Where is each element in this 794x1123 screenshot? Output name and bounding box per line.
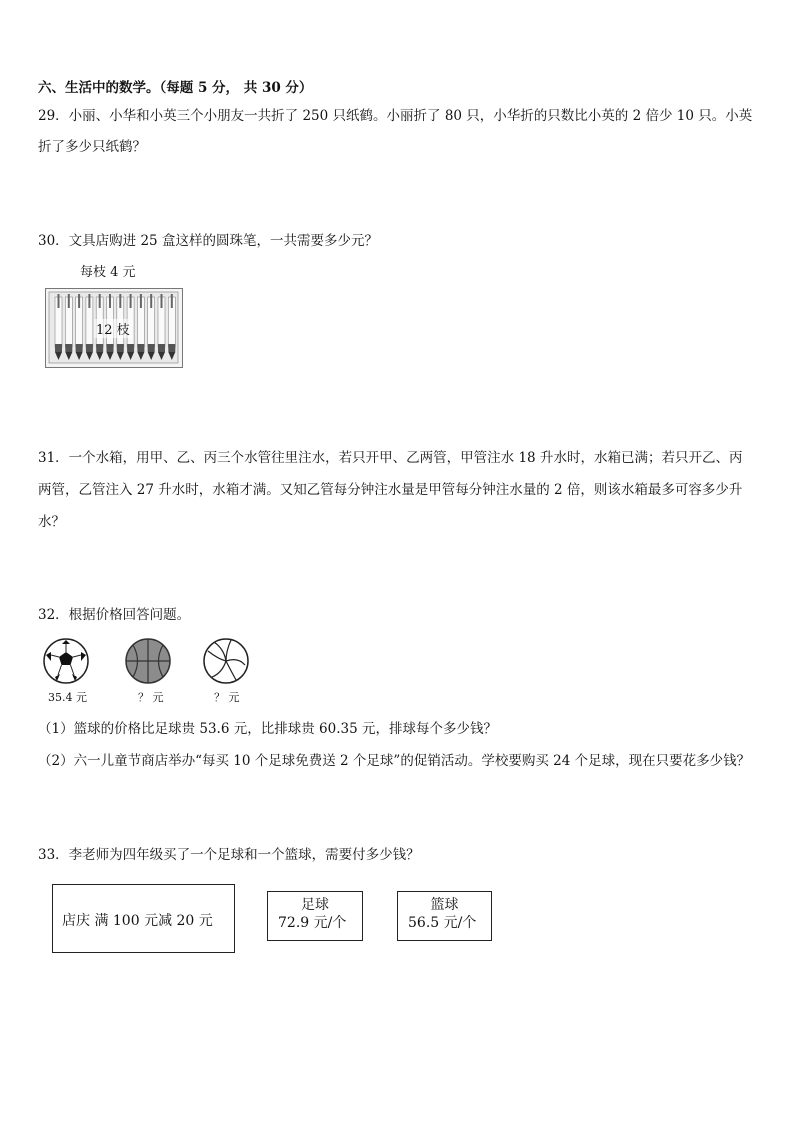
question-32-part-1: （1）篮球的价格比足球贵 53.6 元，比排球贵 60.35 元，排球每个多少钱？ [38, 721, 497, 737]
basketball-title: 篮球 [430, 897, 459, 913]
basketball-icon [124, 637, 172, 685]
question-32-part-2: （2）六一儿童节商店举办“每买 10 个足球免费送 2 个足球”的促销活动。学校要购买 24 个足球，现在只要花多少钱？ [38, 753, 751, 769]
pen-icon [148, 294, 155, 360]
pen-icon [86, 294, 93, 360]
question-30: 30．文具店购进 25 盒这样的圆珠笔，一共需要多少元？ [38, 233, 378, 249]
soccer-ball-icon [42, 637, 90, 685]
pen-icon [76, 294, 83, 360]
pen-icon [168, 294, 175, 360]
pen-box-image [45, 288, 183, 368]
basketball-price: ？ 元 [138, 691, 164, 704]
volleyball-icon [202, 637, 250, 685]
football-price-box [267, 891, 363, 941]
pen-count-label: 12 枝 [94, 319, 132, 338]
pen-icon [158, 294, 165, 360]
basketball-price-tag: 56.5 元/个 [408, 915, 477, 931]
soccer-ball-price: 35.4 元 [48, 691, 87, 704]
section-title: 六、生活中的数学。（每题 5 分， 共 30 分） [38, 80, 313, 96]
volleyball-price: ？ 元 [214, 691, 240, 704]
pen-price-label: 每枝 4 元 [80, 265, 136, 280]
pen-icon [65, 294, 72, 360]
question-29-line-1: 29．小丽、小华和小英三个小朋友一共折了 250 只纸鹤。小丽折了 80 只，小华折的只数比小英的 2 倍少 10 只。小英 [38, 108, 753, 124]
question-32: 32．根据价格回答问题。 [38, 607, 191, 623]
football-title: 足球 [301, 897, 329, 913]
question-31-line-2: 两管，乙管注入 27 升水时，水箱才满。又知乙管每分钟注水量是甲管每分钟注水量的 2 倍，则该水箱最多可容多少升 [38, 482, 743, 498]
question-33: 33．李老师为四年级买了一个足球和一个篮球，需要付多少钱？ [38, 847, 420, 863]
pen-icon [55, 294, 62, 360]
promotion-box [52, 884, 235, 953]
football-price: 72.9 元/个 [278, 915, 347, 931]
question-31-line-1: 31．一个水箱，用甲、乙、丙三个水管往里注水，若只开甲、乙两管，甲管注水 18 升水时，水箱已满；若只开乙、丙 [38, 450, 743, 466]
promotion-text: 店庆 满 100 元减 20 元 [62, 913, 213, 929]
question-29-line-2: 折了多少只纸鹤？ [38, 139, 146, 155]
question-31-line-3: 水？ [38, 514, 65, 530]
basketball-price-box [397, 891, 492, 941]
pen-icon [137, 294, 144, 360]
